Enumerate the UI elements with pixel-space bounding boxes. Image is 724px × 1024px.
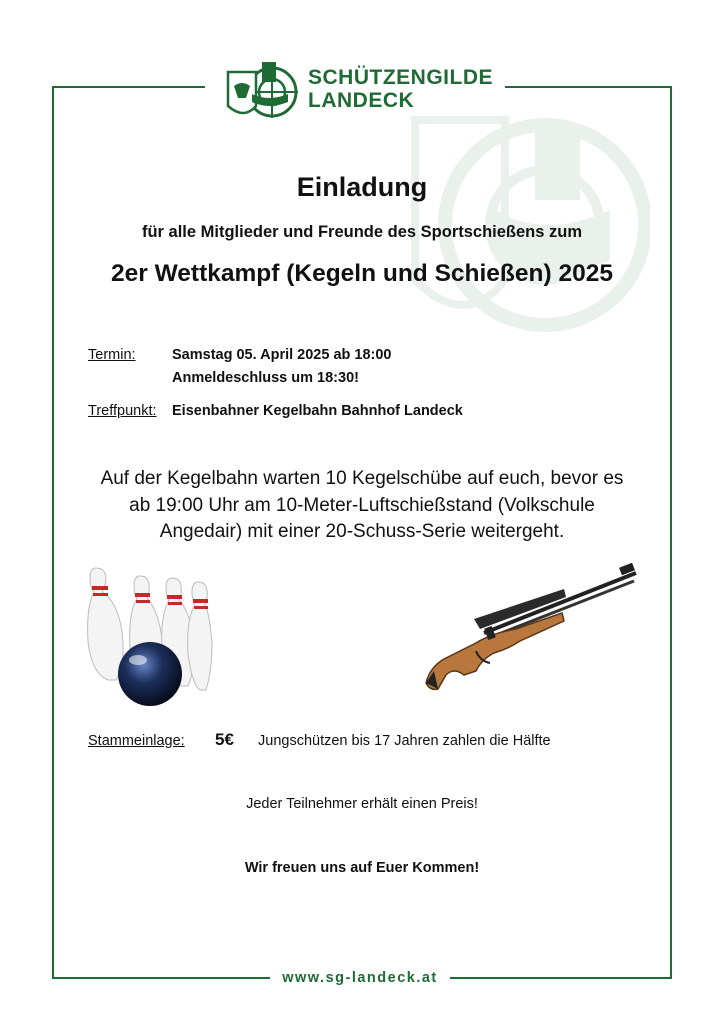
treffpunkt-value: Eisenbahner Kegelbahn Bahnhof Landeck (172, 403, 463, 419)
prize-note: Jeder Teilnehmer erhält einen Preis! (246, 796, 478, 812)
event-description: Auf der Kegelbahn warten 10 Kegelschübe auf euch, bevor es ab 19:00 Uhr am 10-Meter-Luftschießstand (Volkschule Angedair) mit einer 20-Schuss-Serie weitergeht. (100, 468, 624, 542)
air-rifle-icon (424, 563, 646, 693)
event-headline: 2er Wettkampf (Kegeln und Schießen) 2025 (111, 260, 613, 287)
page-title: Einladung (296, 172, 428, 202)
club-logo-icon (226, 58, 298, 124)
footer-url[interactable]: www.sg-landeck.at (282, 970, 438, 986)
termin-row (88, 347, 136, 363)
invitation-subtitle: für alle Mitglieder und Freunde des Sportschießens zum (141, 223, 583, 241)
club-name (308, 66, 493, 112)
termin-deadline: Anmeldeschluss um 18:30! (172, 370, 359, 386)
closing-line: Wir freuen uns auf Euer Kommen! (244, 860, 480, 876)
treffpunkt-row (88, 403, 157, 419)
fee-value: 5€ (215, 730, 234, 749)
bowling-pins-icon (82, 562, 217, 712)
fee-note: Jungschützen bis 17 Jahren zahlen die Hälfte (258, 733, 551, 749)
fee-label: Stammeinlage: (88, 733, 185, 749)
club-name-line2: LANDECK (308, 89, 415, 112)
club-name-line1: SCHÜTZENGILDE (308, 66, 493, 89)
termin-date: Samstag 05. April 2025 ab 18:00 (172, 347, 392, 363)
termin-label: Termin: (88, 347, 136, 363)
treffpunkt-label: Treffpunkt: (88, 403, 157, 419)
